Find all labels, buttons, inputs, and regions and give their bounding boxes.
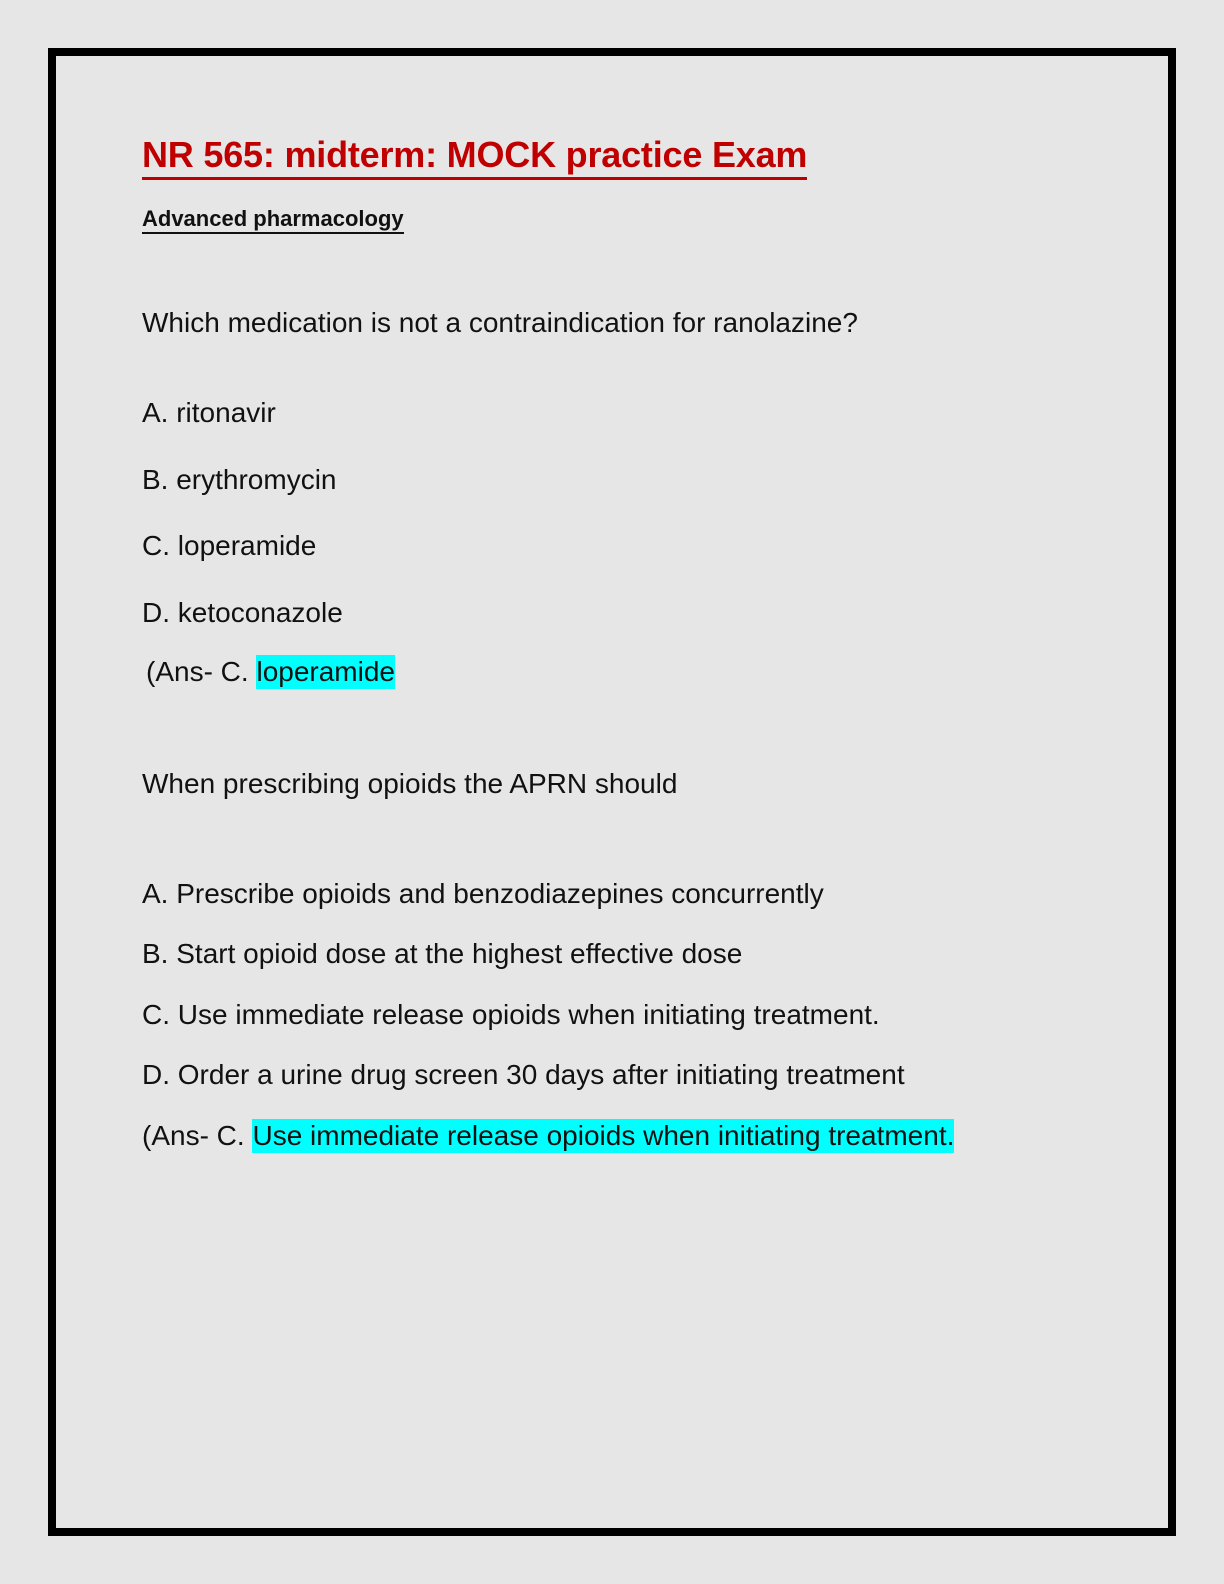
question-1-option-c[interactable]: C. loperamide [142, 530, 317, 562]
question-2-option-b[interactable]: B. Start opioid dose at the highest effective dose [142, 938, 743, 970]
question-1-option-b[interactable]: B. erythromycin [142, 463, 337, 495]
question-2-answer-prefix: (Ans- C. [142, 1120, 253, 1151]
page-subtitle-row [142, 206, 1138, 234]
question-2-option-d[interactable]: D. Order a urine drug screen 30 days after initiating treatment [142, 1059, 905, 1091]
question-1-answer-prefix: (Ans- C. [146, 656, 257, 688]
question-block-2 [142, 767, 1138, 1153]
question-2-answer-line [142, 1119, 1138, 1153]
page-title-row [142, 134, 1138, 180]
question-2-options [142, 877, 1138, 1092]
question-2-answer-highlight: Use immediate release opioids when initiating treatment. [252, 1120, 955, 1151]
document-page [48, 48, 1176, 1536]
question-1-answer-line [142, 655, 1138, 689]
question-2-stem: When prescribing opioids the APRN should [142, 768, 678, 800]
document-content [142, 134, 1138, 1153]
question-1-answer-highlight: loperamide [256, 656, 395, 688]
question-2-option-c[interactable]: C. Use immediate release opioids when initiating treatment. [142, 998, 880, 1030]
question-1-options [142, 396, 1138, 629]
page-title: NR 565: midterm: MOCK practice Exam [142, 134, 807, 180]
question-block-1 [142, 306, 1138, 689]
question-2-option-a[interactable]: A. Prescribe opioids and benzodiazepines concurrently [142, 877, 824, 909]
question-1-option-a[interactable]: A. ritonavir [142, 397, 276, 429]
question-1-stem: Which medication is not a contraindication for ranolazine? [142, 307, 858, 339]
page-subtitle: Advanced pharmacology [142, 206, 404, 234]
question-1-option-d[interactable]: D. ketoconazole [142, 596, 343, 628]
